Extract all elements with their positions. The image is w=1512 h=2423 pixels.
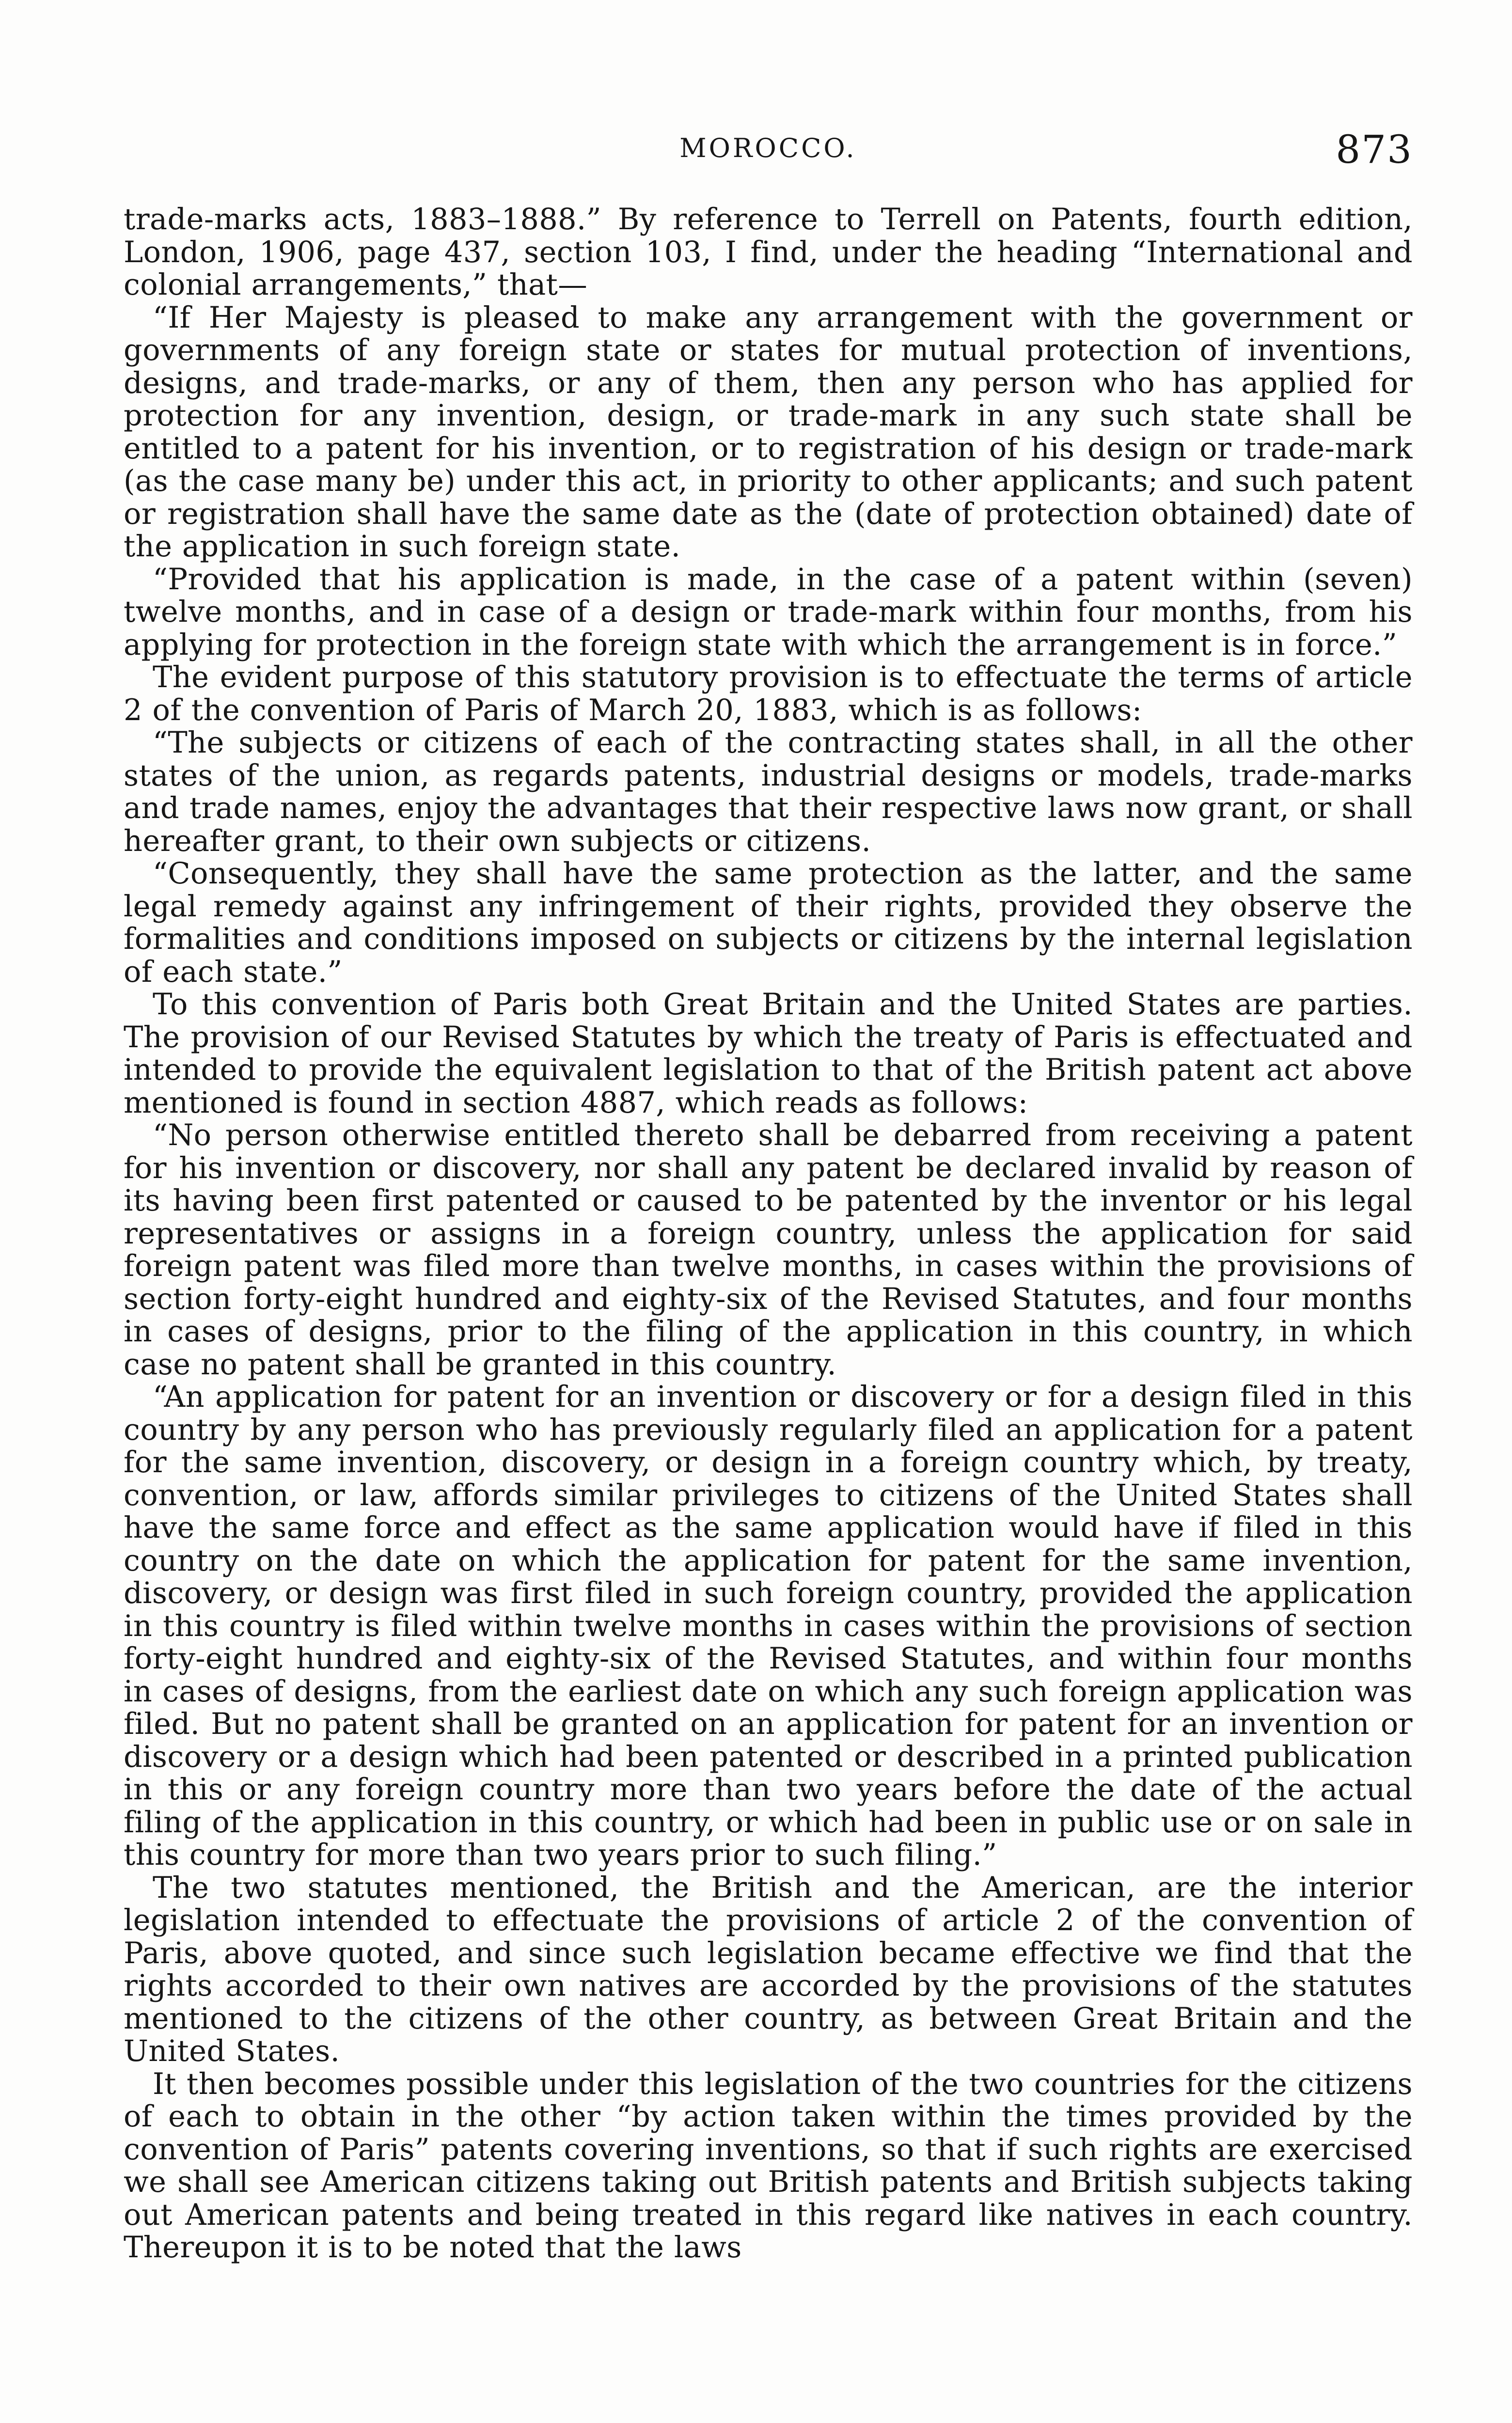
paragraph: “No person otherwise entitled thereto shall be debarred from receiving a patent for his invention or discovery, nor shall any patent be declared invalid by reason of its having been first patented or caused to be patented by the inventor or his legal representatives or assigns in a foreign country, unless the application for said foreign patent was filed more than twelve months, in cases within the provisions of section forty-eight hundred and eighty-six of the Revised Statutes, and four months in cases of designs, prior to the filing of the application in this country, in which case no patent shall be granted in this country. — [124, 1118, 1413, 1382]
paragraph: “The subjects or citizens of each of the contracting states shall, in all the other states of the union, as regards patents, industrial designs or models, trade-marks and trade names, enjoy the advantages that their respective laws now grant, or shall hereafter grant, to their own subjects or citizens. — [124, 726, 1413, 858]
paragraph: The two statutes mentioned, the British and the American, are the interior legislation intended to effectuate the provisions of article 2 of the convention of Paris, above quoted, and since such legislation became effective we find that the rights accorded to their own natives are accorded by the provisions of the statutes mentioned to the citizens of the other country, as between Great Britain and the United States. — [124, 1871, 1413, 2068]
paragraph: “If Her Majesty is pleased to make any arrangement with the government or governments of any foreign state or states for mutual protection of inventions, designs, and trade-marks, or any of them, then any person who has applied for protection for any invention, design, or trade-mark in any such state shall be entitled to a patent for his invention, or to registration of his design or trade-mark (as the case many be) under this act, in priority to other applicants; and such patent or registration shall have the same date as the (date of protection obtained) date of the application in such foreign state. — [124, 300, 1413, 564]
paragraph: “An application for patent for an invention or discovery or for a design filed in this country by any person who has previously regularly filed an application for a patent for the same invention, discovery, or design in a foreign country which, by treaty, convention, or law, affords similar privileges to citizens of the United States shall have the same force and effect as the same application would have if filed in this country on the date on which the application for patent for the same invention, discovery, or design was first filed in such foreign country, provided the application in this country is filed within twelve months in cases within the provisions of section forty-eight hundred and eighty-six of the Revised Statutes, and within four months in cases of designs, from the earliest date on which any such foreign application was filed. But no patent shall be granted on an application for patent for an invention or discovery or a design which had been patented or described in a printed publication in this or any foreign country more than two years before the date of the actual filing of the application in this country, or which had been in public use or on sale in this country for more than two years prior to such filing.” — [124, 1380, 1413, 1872]
running-head: MOROCCO. — [679, 133, 857, 163]
page-header — [124, 127, 1413, 175]
paragraph: “Provided that his application is made, in the case of a patent within (seven) twelve months, and in case of a design or trade-mark within four months, from his applying for protection in the foreign state with which the arrangement is in force.” — [124, 562, 1413, 662]
paragraph: To this convention of Paris both Great Britain and the United States are parties. The provision of our Revised Statutes by which the treaty of Paris is effectuated and intended to provide the equivalent legislation to that of the British patent act above mentioned is found in section 4887, which reads as follows: — [124, 988, 1413, 1120]
paragraph: “Consequently, they shall have the same protection as the latter, and the same legal remedy against any infringement of their rights, provided they observe the formalities and conditions imposed on subjects or citizens by the internal legislation of each state.” — [124, 857, 1413, 989]
page-number: 873 — [1336, 127, 1413, 172]
paragraph: trade-marks acts, 1883–1888.” By reference to Terrell on Patents, fourth edition, London, 1906, page 437, section 103, I find, under the heading “International and colonial arrangements,” that— — [124, 203, 1413, 302]
paragraph: It then becomes possible under this legislation of the two countries for the citizens of each to obtain in the other “by action taken within the times provided by the convention of Paris” patents covering inventions, so that if such rights are exercised we shall see American citizens taking out British patents and British subjects taking out American patents and being treated in this regard like natives in each country. Thereupon it is to be noted that the laws — [124, 2067, 1413, 2265]
paragraph: The evident purpose of this statutory provision is to effectuate the terms of article 2 of the convention of Paris of March 20, 1883, which is as follows: — [124, 661, 1413, 727]
body-text — [124, 204, 1413, 2265]
